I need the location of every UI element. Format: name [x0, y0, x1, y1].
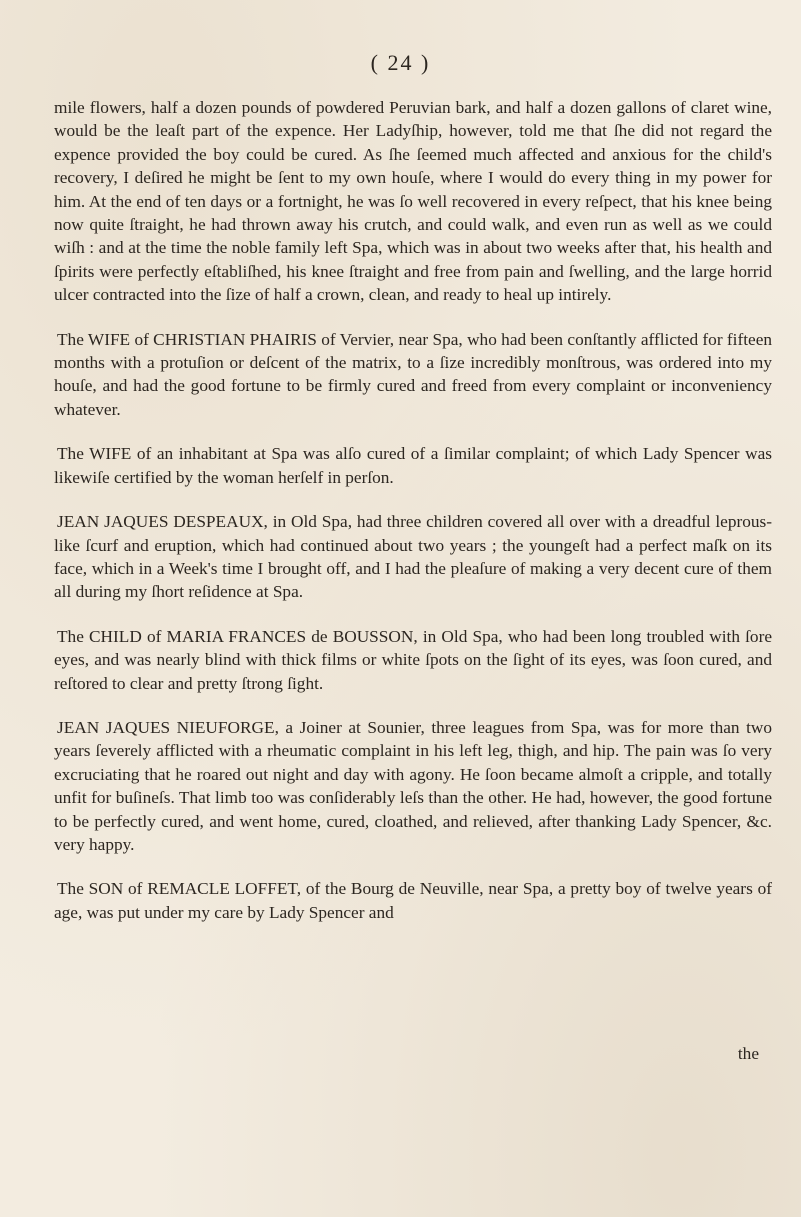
paragraph-wife-of-christian-phairis: The WIFE of CHRISTIAN PHAIRIS of Vervier, near Spa, who had been conſtantly afflicted for fifteen months with a protuſion or deſcent of the matrix, to a ſize incredibly monſtrous, was ordered into my houſe, and had the good fortune to be firmly cured and freed from every complaint or inconveniency whatever.	[54, 329, 772, 419]
paragraph-wife-of-inhabitant: The WIFE of an inhabitant at Spa was alſo cured of a ſimilar complaint; of which Lady Spencer was likewiſe certified by the woman herſelf in perſon.	[54, 444, 772, 487]
paragraph-gap	[54, 489, 772, 510]
paragraph-gap	[54, 421, 772, 442]
paragraph-gap	[54, 856, 772, 877]
paragraph-gap	[54, 695, 772, 716]
paragraph-gap	[54, 604, 772, 625]
paragraph-son-of-remacle-loffet: The SON of REMACLE LOFFET, of the Bourg de Neuville, near Spa, a pretty boy of twelve years of age, was put under my care by Lady Spencer and	[54, 879, 772, 922]
page-number: ( 24 )	[370, 50, 431, 75]
paragraph-gap	[54, 307, 772, 328]
catchword: the	[737, 1044, 759, 1063]
paragraph-child-of-maria-frances: The CHILD of MARIA FRANCES de BOUSSON, in Old Spa, who had been long troubled with ſore eyes, and was nearly blind with thick films or white ſpots on the ſight of its eyes, was ſoon cured, and reſtored to clear and pretty ſtrong ſight.	[54, 626, 772, 693]
paragraph-jean-jaques-despeaux: JEAN JAQUES DESPEAUX, in Old Spa, had three children covered all over with a dreadful leprous-like ſcurf and eruption, which had continued about two years ; the youngeſt had a perfect maſk on its face, which in a Week's time I brought off, and I had the pleaſure of making a very decent cure of them all during my ſhort reſidence at Spa.	[54, 512, 772, 602]
paragraph-jean-jaques-nieuforge: JEAN JAQUES NIEUFORGE, a Joiner at Sounier, three leagues from Spa, was for more than two years ſeverely afflicted with a rheumatic complaint in his left leg, thigh, and hip. The pain was ſo very excruciating that he roared out night and day with agony. He ſoon became almoſt a cripple, and totally unfit for buſineſs. That limb too was conſiderably leſs than the other. He had, however, the good fortune to be perfectly cured, and went home, cured, cloathed, and relieved, after thanking Lady Spencer, &c. very happy.	[54, 717, 772, 854]
paragraph-bark-and-ulcer-cure: mile flowers, half a dozen pounds of powdered Peruvian bark, and half a dozen gallons of claret wine, would be the leaſt part of the expence. Her Ladyſhip, however, told me that ſhe did not regard the expence provided the boy could be cured. As ſhe ſeemed much affected and anxious for the child's recovery, I deſired he might be ſent to my own houſe, where I would do every thing in my power for him. At the end of ten days or a fortnight, he was ſo well recovered in every reſpect, that his knee being now quite ſtraight, he had thrown away his crutch, and could walk, and even run as well as we could wiſh : and at the time the noble family left Spa, which was in about two weeks after that, his health and ſpirits were perfectly eſtabliſhed, his knee ſtraight and free from pain and ſwelling, and the large horrid ulcer contracted into the ſize of half a crown, clean, and ready to heal up intirely.	[54, 98, 772, 305]
page-body	[54, 96, 772, 924]
